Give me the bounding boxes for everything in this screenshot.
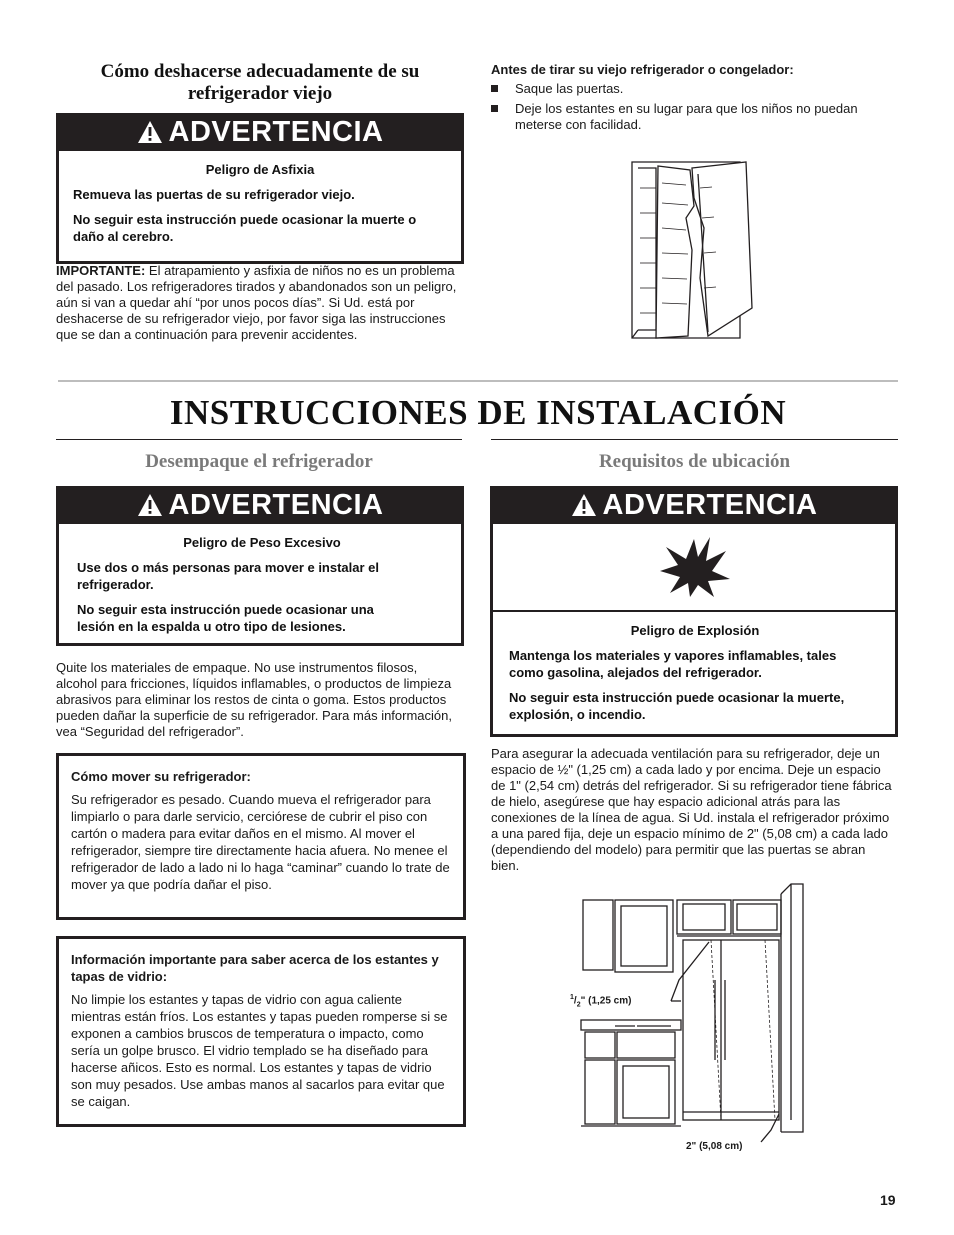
list-item bbox=[491, 101, 896, 133]
disposal-section-title: Cómo deshacerse adecuadamente de su refrigerador viejo bbox=[100, 61, 420, 104]
before-disposal-heading: Antes de tirar su viejo refrigerador o congelador: bbox=[491, 62, 794, 77]
column-rule bbox=[56, 439, 462, 440]
warning-triangle-icon bbox=[137, 120, 163, 144]
warning-explosion bbox=[490, 486, 898, 737]
location-subtitle: Requisitos de ubicación bbox=[598, 451, 791, 472]
column-rule bbox=[491, 439, 898, 440]
important-paragraph bbox=[56, 263, 462, 343]
list-item bbox=[491, 81, 896, 97]
warning-body bbox=[56, 524, 464, 646]
explosion-symbol-area bbox=[490, 524, 898, 610]
warning-line: Use dos o más personas para mover e instalar el refrigerador. bbox=[77, 560, 380, 592]
bullet-text: Deje los estantes en su lugar para que los niños no puedan meterse con facilidad. bbox=[515, 101, 858, 132]
bullet-list bbox=[491, 81, 896, 133]
warning-weight bbox=[56, 486, 464, 646]
warning-label: ADVERTENCIA bbox=[602, 488, 818, 521]
glass-info-box bbox=[56, 936, 466, 1127]
moving-info-box bbox=[56, 753, 466, 920]
important-label: IMPORTANTE: bbox=[56, 263, 146, 278]
box-title: Cómo mover su refrigerador: bbox=[71, 769, 251, 784]
before-disposal-section bbox=[491, 62, 896, 137]
warning-triangle-icon bbox=[571, 493, 597, 517]
warning-body bbox=[490, 612, 898, 737]
bullet-text: Saque las puertas. bbox=[515, 81, 624, 96]
warning-line: No seguir esta instrucción puede ocasionar la muerte, explosión, o incendio. bbox=[509, 690, 845, 722]
warning-label: ADVERTENCIA bbox=[168, 488, 384, 521]
warning-line: Mantenga los materiales y vapores inflamables, tales como gasolina, alejados del refrigerador. bbox=[509, 648, 837, 680]
warning-header bbox=[56, 113, 464, 151]
explosion-icon bbox=[656, 535, 732, 599]
fridge-doors-removed-illustration bbox=[628, 158, 766, 344]
section-divider bbox=[58, 380, 898, 382]
warning-header bbox=[56, 486, 464, 524]
unpack-paragraph: Quite los materiales de empaque. No use instrumentos filosos, alcohol para fricciones, líquidos inflamables, o productos de limpieza abrasivos para eliminar los restos de cinta o goma. Estos productos pueden dañar la superficie de su refrigerador. Para más información, vea “Seguridad del refrigerador”. bbox=[56, 660, 452, 739]
fraction-denominator: 2 bbox=[576, 1001, 581, 1009]
fraction-numerator: 1 bbox=[570, 994, 574, 1001]
warning-line: No seguir esta instrucción puede ocasionar la muerte o daño al cerebro. bbox=[73, 212, 417, 244]
box-title: Información importante para saber acerca de los estantes y tapas de vidrio: bbox=[71, 952, 439, 984]
location-paragraph: Para asegurar la adecuada ventilación para su refrigerador, deje un espacio de ½" (1,25 cm) a cada lado y por encima. Deje un espacio de 1" (2,54 cm) detrás del refrigerador. Si su refrigerador tiene fábrica de hielo, asegúrese que hay espacio adicional atrás para las conexiones de la línea de agua. Si Ud. instala el refrigerador próximo a una pared fija, deje un espacio mínimo de 2" (5,08 cm) a cada lado (dependiendo del modelo) para permitir que las puertas se abran bien. bbox=[491, 746, 892, 873]
page-number: 19 bbox=[880, 1192, 896, 1208]
warning-line: Remueva las puertas de su refrigerador viejo. bbox=[73, 187, 355, 202]
installation-clearance-diagram bbox=[575, 880, 815, 1148]
important-text: El atrapamiento y asfixia de niños no es un problema del pasado. Los refrigeradores tirados y abandonados son un peligro, aún si van a quedar ahí “por unos pocos días”. Si Ud. está por deshacerse de su refrigerador viejo, por favor siga las instrucciones que se dan a continuación para prevenir accidentes. bbox=[56, 263, 457, 342]
warning-triangle-icon bbox=[137, 493, 163, 517]
bullet-icon bbox=[491, 105, 498, 112]
box-text: No limpie los estantes y tapas de vidrio con agua caliente mientras están fríos. Los estantes y tapas pueden romperse si se exponen a cambios bruscos de temperatura o impacto, como sería un golpe brusco. El vidrio templado se ha diseñado para hacerse añicos. Esto es normal. Los estantes y tapas de vidrio son muy pesados. Use ambas manos al sacarlos para evitar que se caigan. bbox=[71, 992, 448, 1109]
warning-asphyxia bbox=[56, 113, 464, 264]
clearance-half-inch-text: " (1,25 cm) bbox=[580, 995, 632, 1007]
warning-label: ADVERTENCIA bbox=[168, 115, 384, 148]
hazard-title: Peligro de Explosión bbox=[630, 623, 760, 638]
page-title: INSTRUCCIONES DE INSTALACIÓN bbox=[169, 393, 787, 432]
hazard-title: Peligro de Peso Excesivo bbox=[183, 535, 341, 550]
warning-line: No seguir esta instrucción puede ocasionar una lesión en la espalda u otro tipo de lesiones. bbox=[77, 602, 374, 634]
hazard-title: Peligro de Asfixia bbox=[205, 162, 315, 177]
warning-header bbox=[490, 486, 898, 524]
clearance-two-inch-label: 2" (5,08 cm) bbox=[686, 1141, 743, 1152]
warning-body bbox=[56, 151, 464, 264]
bullet-icon bbox=[491, 85, 498, 92]
clearance-half-inch-label: $^1/_2$" (1,25 cm) bbox=[570, 994, 632, 1009]
box-text: Su refrigerador es pesado. Cuando mueva el refrigerador para limpiarlo o para darle servicio, cerciórese de cubrir el piso con cartón o madera para evitar daños en el mismo. Al mover el refrigerador, siempre tire directamente hacia afuera. No menee el refrigerador de lado a lado ni lo haga “caminar” cuando lo trate de mover ya que podría dañar el piso. bbox=[71, 792, 450, 892]
unpack-subtitle: Desempaque el refrigerador bbox=[145, 451, 373, 472]
